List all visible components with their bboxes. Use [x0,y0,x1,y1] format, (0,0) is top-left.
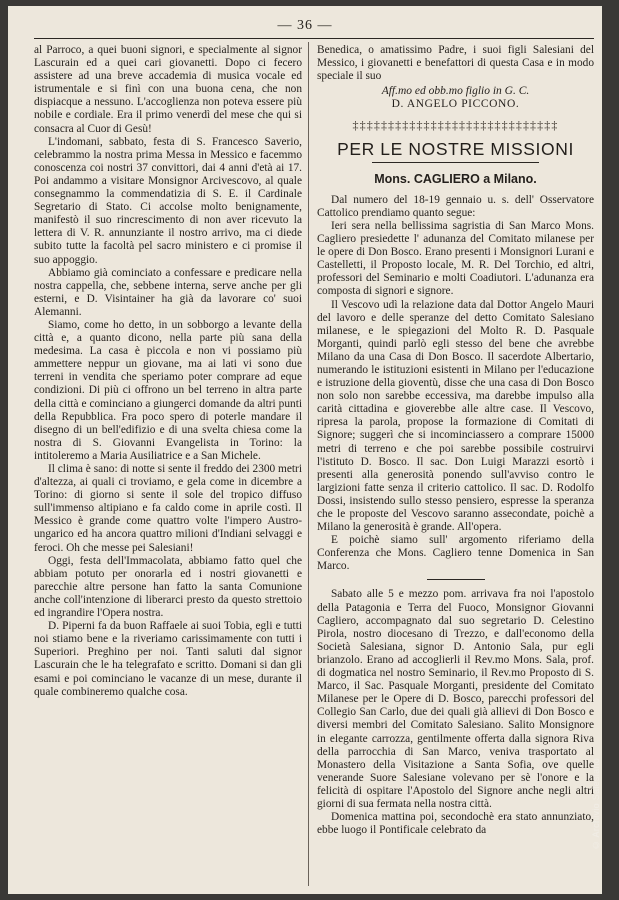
paragraph: E poichè siamo sull' argomento riferiamo della Conferenza che Mons. Cagliero tenne Domenica in San Marco. [317,534,594,573]
ornamental-divider: ‡‡‡‡‡‡‡‡‡‡‡‡‡‡‡‡‡‡‡‡‡‡‡‡‡‡‡‡‡ [352,119,559,133]
right-column [317,44,594,886]
section-title: PER LE NOSTRE MISSIONI [337,138,574,159]
document-page [8,6,602,894]
page-number: — 36 — [277,18,333,33]
source-note: Dal numero del 18-19 gennaio u. s. dell' Osservatore Cattolico prendiamo quanto segue: [317,193,594,219]
title-rule [372,162,538,163]
paragraph: Il Vescovo udì la relazione data dal Dottor Angelo Mauri del lavoro e delle speranze del detto Comitato Salesiano milanese, e le spiegazioni del Molto R. D. Pasquale Morganti, quindi parlò egli stesso del bene che avrebbe Milano da una Casa di Don Bosco. Il sacerdote Albertario, numerando le istituzioni esistenti in Milano per l'educazione e istruzione della gioventù, disse che una casa di Don Bosco non solo non sarebbe eccessiva, ma darebbe impulso alla carità cittadina e gioverebbe alle altre case. Il Vescovo, ripresa la parola, propose la formazione di Comitati di Signore; suggerì che si incominciassero a comprare 15000 metri di terreno e che poi sarebbe possibile costruirvi l'istituto D. Bosco. Il sac. Don Luigi Marazzi esortò i presenti alla generosità ponendo sull'avviso contro le largizioni fatte senza il criterio cattolico. Il sac. D. Rodolfo Dossi, insistendo sullo stesso pensiero, espresse la speranza che le proposte del Vescovo saranno assecondate, poichè a Milano la generosità è grande. All'opera. [317,298,594,534]
paragraph: Siamo, come ho detto, in un sobborgo a levante della città e, a quanto dicono, nella parte più sana della medesima. La casa è piccola e non vi possiamo più ammettere neppur un giovane, ma ai lati vi sono due terreni in vendita che speriamo poter comprare ad eque condizioni. Di più ci offrono un bel terreno in altra parte della città e cominciano a giungerci domande da altri punti della Repubblica. Fra poco spero di poterle mandare il disegno di un bell'edifizio e di una svelta chiesa come la nostra di S. Giovanni Evangelista in Torino: la intitoleremo a Maria Ausiliatrice e a San Michele. [34,318,302,462]
paragraph: Abbiamo già cominciato a confessare e predicare nella nostra cappella, che, sebbene interna, serve anche per gli esterni, e D. Visintainer ha già da lavorare co' suoi Alemanni. [34,266,302,318]
paragraph: Domenica mattina poi, secondochè era stato annunziato, ebbe luogo il Pontificale celebrato da [317,811,594,837]
paragraph: al Parroco, a quei buoni signori, e specialmente al signor Lascurain ed a quei cari giovanetti. Dopo ci fecero assistere ad una breve accademia di musica vocale ed istrumentale e si finì con una buona cena, che non dispiacque a nessuno. L'accoglienza non poteva essere più nobile e cordiale. Era il primo venerdì del mese che qui si consacra al Cuor di Gesù! [34,44,302,135]
paragraph: Il clima è sano: di notte si sente il freddo dei 2300 metri d'altezza, ai quali ci troviamo, e gela come in dicembre a Torino: di giorno si sente il sole del tropico diffuso sull'immenso altipiano e fa caldo come in aprile costì. Il Messico è grande come quattro volte l'impero Austro-ungarico ed ha ancora quattro milioni d'Indiani selvaggi e feroci. Oh che messe pei Salesiani! [34,463,302,554]
paragraph: Oggi, festa dell'Immacolata, abbiamo fatto quel che abbiam potuto per onorarla ed i nostri giovanetti e parecchie altre persone han fatto la santa Comunione anche coll'intenzione di liberarci presto da questo strettoio ed ingrandire l'Opera nostra. [34,554,302,620]
signature-salutation: Aff.mo ed obb.mo figlio in G. C. [381,85,530,98]
paragraph: Ieri sera nella bellissima sagristia di San Marco Mons. Cagliero presiedette l' adunanza del Comitato milanese per le opere di Don Bosco. Erano presenti i Monsignori Lurani e Castelletti, il Proposto locale, M. R. Del Torchio, ed altri, professori del Seminario e molti Coadiutori. L'adunanza era composta di signori e signore. [317,219,594,298]
paragraph: D. Piperni fa da buon Raffaele ai suoi Tobia, egli e tutti noi stiamo bene e la riveriamo carissimamente con tutti i Superiori. Preghino per noi. Tanti saluti dal signor Lascurain che le ha telegrafato e scritto. Domani si dan gli esami e poi cominciano le vacanze di un mese, durante il quale combineremo qualche cosa. [34,620,302,698]
paragraph: L'indomani, sabbato, festa di S. Francesco Saverio, celebrammo la nostra prima Messa in Messico e facemmo conoscenza coi nostri 37 convittori, dai 4 anni d'età ai 17. Poi andammo a visitare Monsignor Arcivescovo, al quale consegnammo la commendatizia di S. E. il Cardinale Segretario di Stato. Ci accolse molto benignamente, manifestò il suo rincrescimento di non aver ricevuto la lettera di V. R. annunziante il nostro arrivo, ma ci diede subito tutte la facoltà pel sacro ministero e ci promise il suo appoggio. [34,135,302,266]
section-rule [427,579,485,580]
column-divider [308,42,309,886]
article-heading: Mons. CAGLIERO a Milano. [374,171,537,186]
letter-closing: Benedica, o amatissimo Padre, i suoi figli Salesiani del Messico, i giovanetti e benefattori di questa Casa e in modo speciale il suo [317,44,594,83]
left-column [34,44,302,886]
archive-watermark: © Archivio Salesiano [591,757,601,850]
header-rule [34,38,594,39]
signature-name: D. ANGELO PICCONO. [391,98,520,111]
paragraph: Sabato alle 5 e mezzo pom. arrivava fra noi l'apostolo della Patagonia e Terra del Fuoco, Monsignor Giovanni Cagliero, accompagnato dal suo segretario D. Celestino Pirola, nostro diocesano di Trezzo, e dall'economo della Società Salesiana, signor D. Antonio Sala, pur egli brianzolo. Erano ad accoglierli il Rev.mo Mons. Sala, prof. di dogmatica nel nostro Seminario, il Rev.mo Proposto di S. Marco, il Sac. Pasquale Morganti, presidente del Comitato Milanese per le Opere di D. Bosco, parecchi professori del Collegio San Carlo, due dei quali già allievi di Don Bosco e diversi membri del Comitato Salesiano. Salito Monsignore in elegante carrozza, gentilmente offerta dalla signora Riva della parrocchia di San Marco, veniva trasportato al Monastero della Visitazione a Santa Sofia, ove quelle venerande Suore Salesiane volevano per sè l'onore e la felicità di ospitare l'Apostolo del Signore anche negli altri giorni di sua fermata nella nostra città. [317,588,594,810]
